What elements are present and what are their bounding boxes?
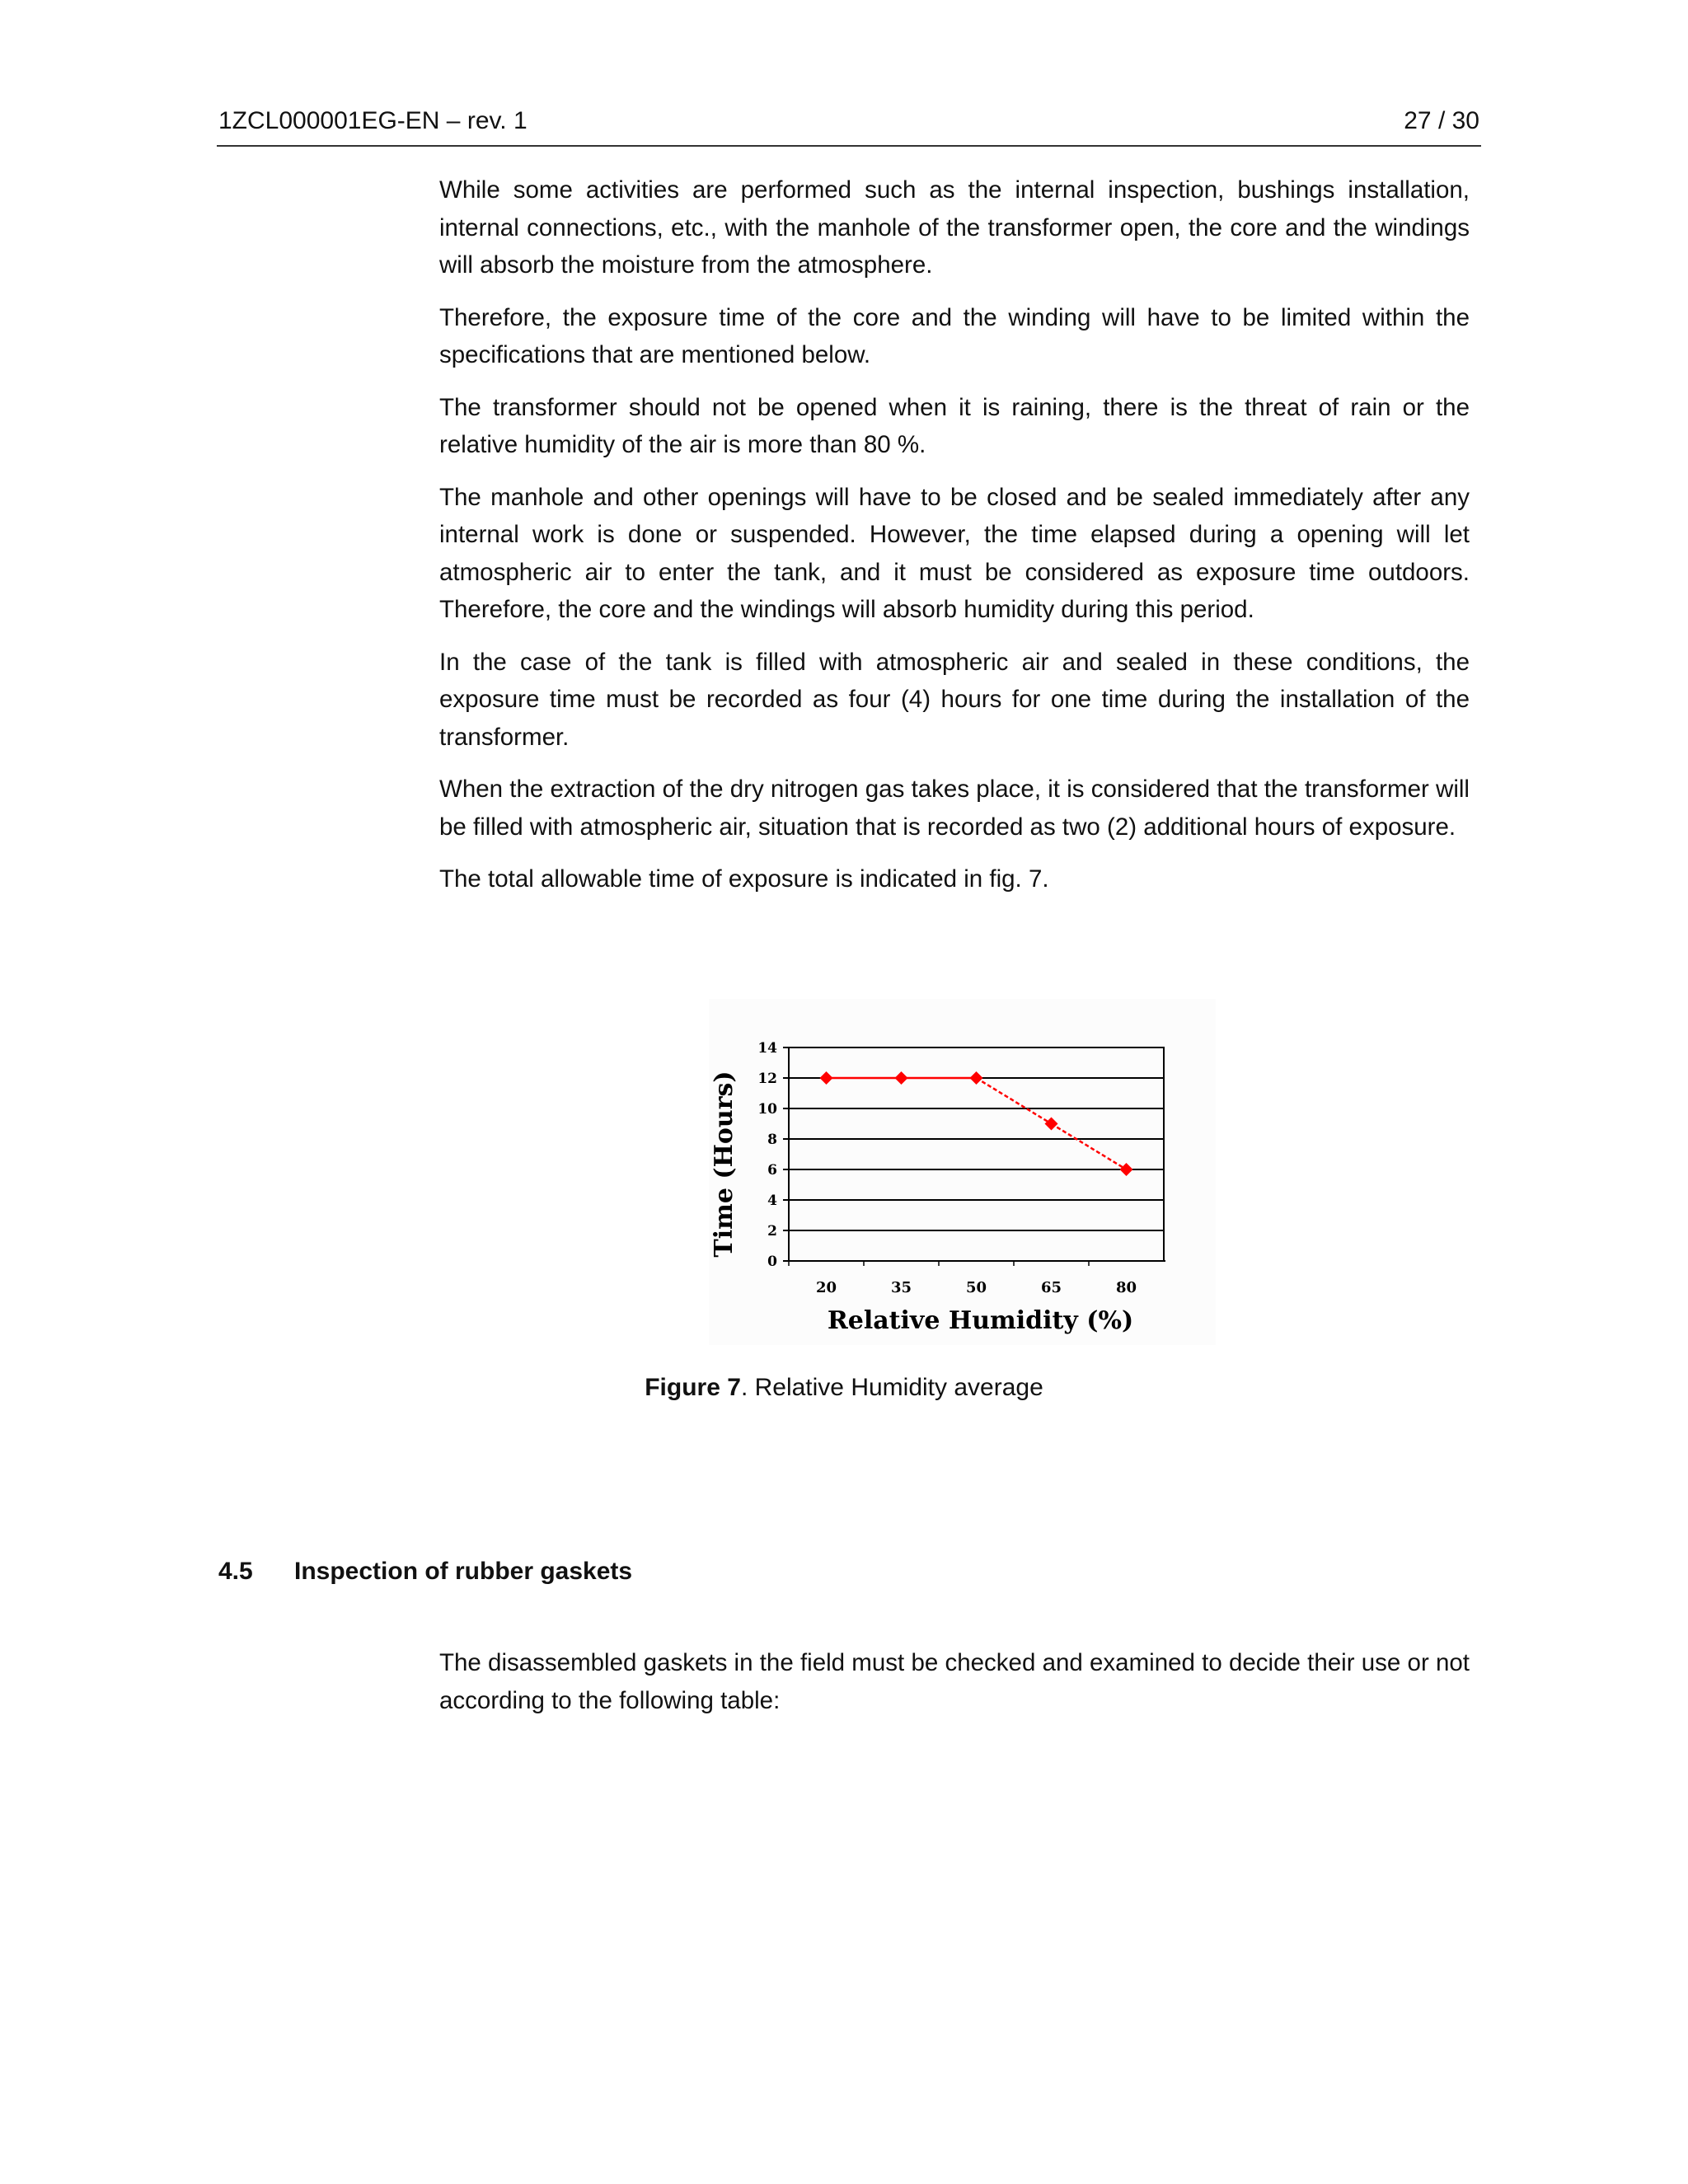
paragraph: While some activities are performed such as the internal inspection, bushings installation, internal connections, etc., with the manhole of the transformer open, the core and the windings will absorb the moisture from the atmosphere. xyxy=(439,176,1470,279)
section-title: Inspection of rubber gaskets xyxy=(294,1558,633,1585)
y-tick-label: 8 xyxy=(767,1132,777,1148)
paragraph: The disassembled gaskets in the field must be checked and examined to decide their use or not according to the following table: xyxy=(439,1649,1470,1714)
y-tick-label: 0 xyxy=(767,1254,777,1270)
y-tick-label: 4 xyxy=(767,1193,777,1209)
body-text xyxy=(439,171,1470,913)
chart-background xyxy=(709,999,1216,1345)
x-axis-label: Relative Humidity (%) xyxy=(827,1306,1134,1335)
y-tick-label: 2 xyxy=(767,1223,777,1240)
figure-caption-text: . Relative Humidity average xyxy=(740,1374,1043,1401)
y-axis-label: Time (Hours) xyxy=(710,1071,738,1258)
paragraph: The total allowable time of exposure is indicated in fig. 7. xyxy=(439,865,1049,893)
x-tick-label: 20 xyxy=(815,1279,837,1296)
paragraph: The transformer should not be opened when it is raining, there is the threat of rain or the relative humidity of the air is more than 80 %. xyxy=(439,393,1470,458)
figure-caption-label: Figure 7 xyxy=(645,1374,741,1401)
paragraph: Therefore, the exposure time of the core and the winding will have to be limited within the specifications that are mentioned below. xyxy=(439,303,1470,368)
x-tick-label: 35 xyxy=(890,1279,912,1296)
paragraph: When the extraction of the dry nitrogen gas takes place, it is considered that the transformer will be filled with atmospheric air, situation that is recorded as two (2) additional hours of exposure. xyxy=(439,776,1470,841)
paragraph: The manhole and other openings will have to be closed and be sealed immediately after any internal work is done or suspended. However, the time elapsed during a opening will let atmospheric air to enter the tank, and it must be considered as exposure time outdoors. Therefore, the core and the windings will absorb humidity during this period. xyxy=(439,483,1470,623)
figure-caption xyxy=(0,1374,1688,1402)
y-tick-label: 10 xyxy=(757,1101,777,1118)
page-number: 27 / 30 xyxy=(1404,107,1479,134)
x-tick-label: 65 xyxy=(1040,1279,1062,1296)
paragraph: In the case of the tank is filled with atmospheric air and sealed in these conditions, the exposure time must be recorded as four (4) hours for one time during the installation of the transformer. xyxy=(439,648,1470,751)
chart-svg xyxy=(709,999,1216,1345)
x-tick-label: 50 xyxy=(965,1279,987,1296)
section-number: 4.5 xyxy=(218,1558,253,1585)
section-heading xyxy=(218,1558,632,1586)
exposure-time-chart xyxy=(709,999,1216,1345)
y-tick-label: 6 xyxy=(767,1162,777,1179)
x-tick-label: 80 xyxy=(1115,1279,1137,1296)
y-tick-label: 12 xyxy=(757,1071,777,1087)
page-header xyxy=(217,107,1481,147)
y-tick-label: 14 xyxy=(757,1040,777,1057)
section-body xyxy=(439,1644,1470,1719)
document-id: 1ZCL000001EG-EN – rev. 1 xyxy=(218,107,528,134)
